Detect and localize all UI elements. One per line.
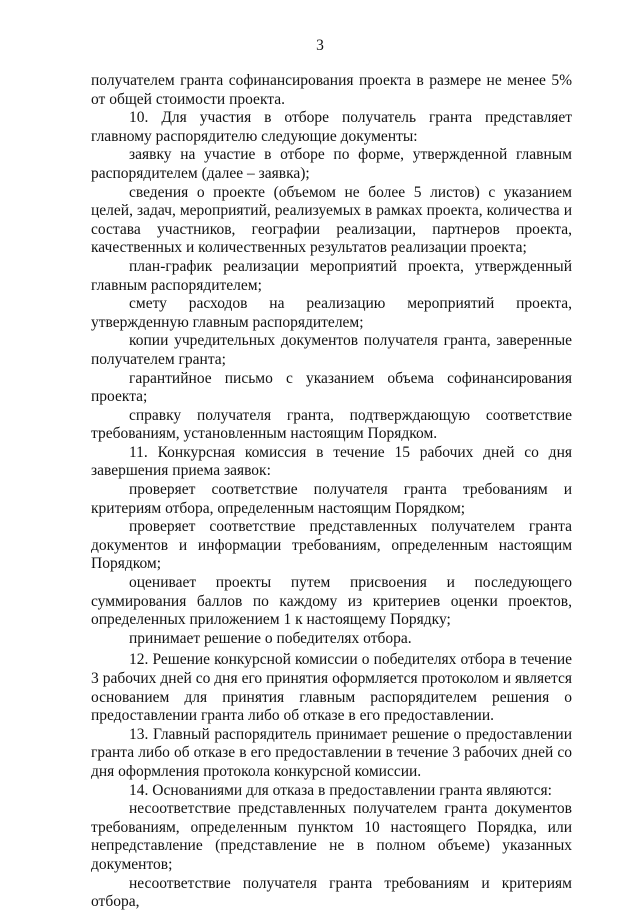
paragraph-item-13: 13. Главный распорядитель принимает решение о предоставлении гранта либо об отказе в его предоставлении в течение 3 рабочих дней со дня оформления протокола конкурсной комиссии.: [91, 725, 572, 780]
paragraph-evaluate: оценивает проекты путем присвоения и последующего суммирования баллов по каждому из критериев оценки проектов, определенных приложением 1 к настоящему Порядку;: [91, 574, 572, 629]
paragraph-check-recipient: проверяет соответствие получателя гранта требованиям и критериям отбора, определенным настоящим Порядком;: [91, 481, 572, 517]
paragraph-item-10: 10. Для участия в отборе получатель гранта представляет главному распорядителю следующие документы:: [91, 109, 572, 145]
paragraph-item-11: 11. Конкурсная комиссия в течение 15 рабочих дней со дня завершения приема заявок:: [91, 443, 572, 480]
paragraph-application: заявку на участие в отборе по форме, утвержденной главным распорядителем (далее – заявка);: [91, 146, 572, 182]
paragraph-guarantee-letter: гарантийное письмо с указанием объема софинансирования проекта;: [91, 369, 572, 406]
paragraph-decision: принимает решение о победителях отбора.: [129, 629, 412, 647]
paragraph-refusal-documents: несоответствие представленных получателем гранта документов требованиям, определенным пунктом 10 настоящего Порядка, или непредставление (представление не в полном объеме) указанных документов;: [91, 800, 572, 873]
paragraph-item-14: 14. Основаниями для отказа в предоставлении гранта являются:: [129, 781, 552, 799]
paragraph-item-12: 12. Решение конкурсной комиссии о победителях отбора в течение 3 рабочих дней со дня его принятия оформляется протоколом и является основанием для принятия главным распорядителем решения о предоставлении гранта либо об отказе в его предоставлении.: [91, 651, 572, 725]
paragraph-check-documents: проверяет соответствие представленных получателем гранта документов и информации требованиям, определенным настоящим Порядком;: [91, 518, 572, 573]
paragraph-project-info: сведения о проекте (объемом не более 5 листов) с указанием целей, задач, мероприятий, реализуемых в рамках проекта, количества и состава участников, географии реализации, партнеров проекта, качественных и количественных результатов реализации проекта;: [91, 183, 572, 257]
paragraph-schedule: план-график реализации мероприятий проекта, утвержденный главным распорядителем;: [91, 257, 572, 294]
paragraph-refusal-criteria: несоответствие получателя гранта требованиям и критериям отбора,: [91, 874, 572, 911]
paragraph-budget: смету расходов на реализацию мероприятий проекта, утвержденную главным распорядителем;: [91, 295, 572, 331]
document-body: [91, 72, 572, 912]
paragraph-certificate: справку получателя гранта, подтверждающую соответствие требованиям, установленным настоящим Порядком.: [91, 406, 572, 443]
paragraph-continuation: получателем гранта софинансирования проекта в размере не менее 5% от общей стоимости проекта.: [91, 72, 572, 108]
paragraph-founding-docs: копии учредительных документов получателя гранта, заверенные получателем гранта;: [91, 332, 572, 368]
page-number: 3: [316, 37, 324, 54]
